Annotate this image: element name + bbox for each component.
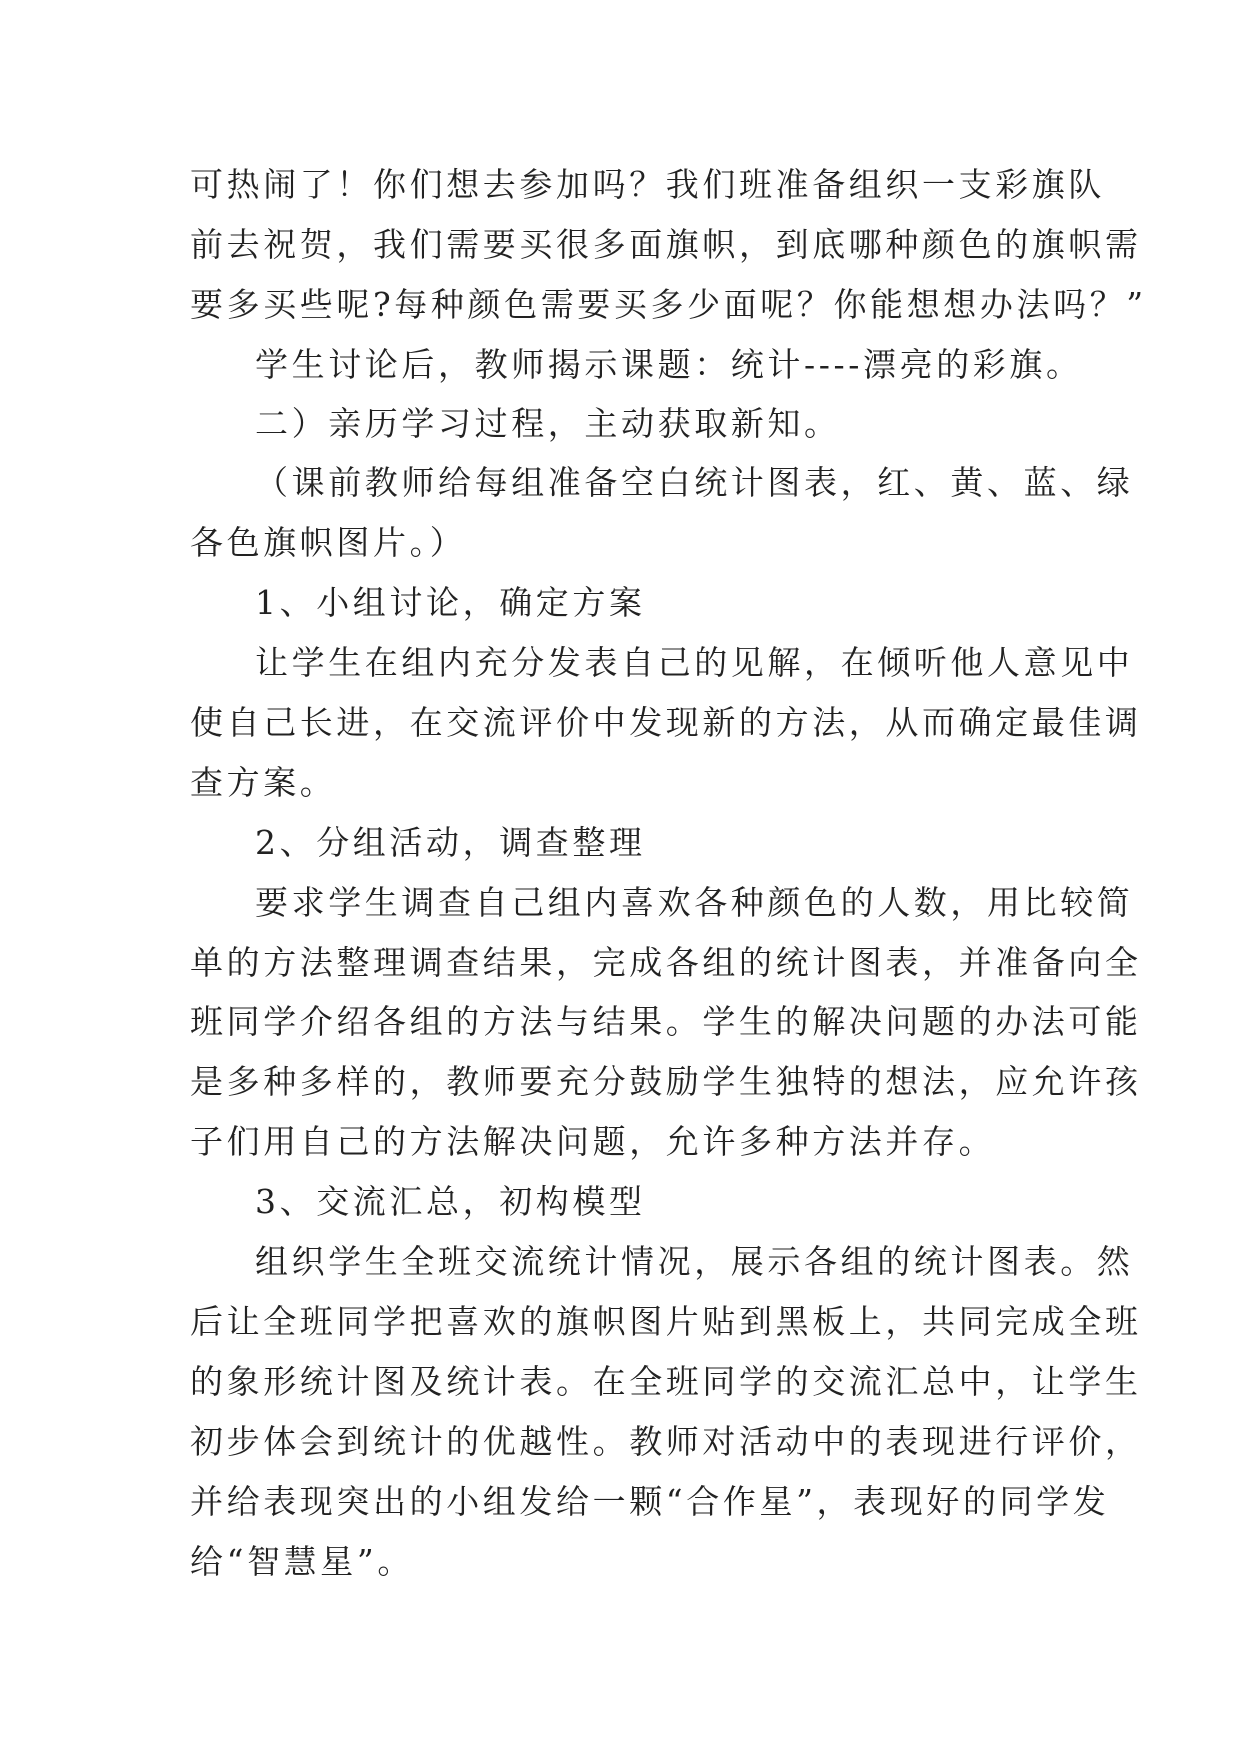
text-line: 子们用自己的方法解决问题，允许多种方法并存。 — [190, 1122, 996, 1161]
text-line: 查方案。 — [190, 763, 337, 802]
text-line: 学生讨论后，教师揭示课题：统计----漂亮的彩旗。 — [255, 345, 1083, 384]
text-line: 要多买些呢?每种颜色需要买多少面呢？你能想想办法吗？” — [190, 285, 1147, 324]
text-line: 并给表现突出的小组发给一颗“合作星”，表现好的同学发 — [190, 1482, 1110, 1521]
text-line: 要求学生调查自己组内喜欢各种颜色的人数，用比较简 — [255, 883, 1134, 922]
text-line: 前去祝贺，我们需要买很多面旗帜，到底哪种颜色的旗帜需 — [190, 225, 1142, 264]
text-line: 后让全班同学把喜欢的旗帜图片贴到黑板上，共同完成全班 — [190, 1302, 1142, 1341]
text-line: 各色旗帜图片。） — [190, 523, 467, 562]
text-line: （课前教师给每组准备空白统计图表，红、黄、蓝、绿 — [255, 463, 1134, 502]
section-heading: 二）亲历学习过程，主动获取新知。 — [255, 404, 841, 443]
text-line: 给“智慧星”。 — [190, 1542, 414, 1581]
subsection-heading: 2、分组活动，调查整理 — [255, 823, 646, 862]
text-line: 是多种多样的，教师要充分鼓励学生独特的想法，应允许孩 — [190, 1062, 1142, 1101]
text-line: 班同学介绍各组的方法与结果。学生的解决问题的办法可能 — [190, 1002, 1142, 1041]
text-line: 让学生在组内充分发表自己的见解，在倾听他人意见中 — [255, 643, 1134, 682]
text-line: 初步体会到统计的优越性。教师对活动中的表现进行评价， — [190, 1422, 1142, 1461]
text-line: 组织学生全班交流统计情况，展示各组的统计图表。然 — [255, 1242, 1134, 1281]
text-line: 单的方法整理调查结果，完成各组的统计图表，并准备向全 — [190, 943, 1142, 982]
text-line: 的象形统计图及统计表。在全班同学的交流汇总中，让学生 — [190, 1362, 1142, 1401]
text-line: 可热闹了！你们想去参加吗？我们班准备组织一支彩旗队 — [190, 165, 1105, 204]
subsection-heading: 1、小组讨论，确定方案 — [255, 583, 646, 622]
text-line: 使自己长进，在交流评价中发现新的方法，从而确定最佳调 — [190, 703, 1142, 742]
subsection-heading: 3、交流汇总，初构模型 — [255, 1182, 646, 1221]
